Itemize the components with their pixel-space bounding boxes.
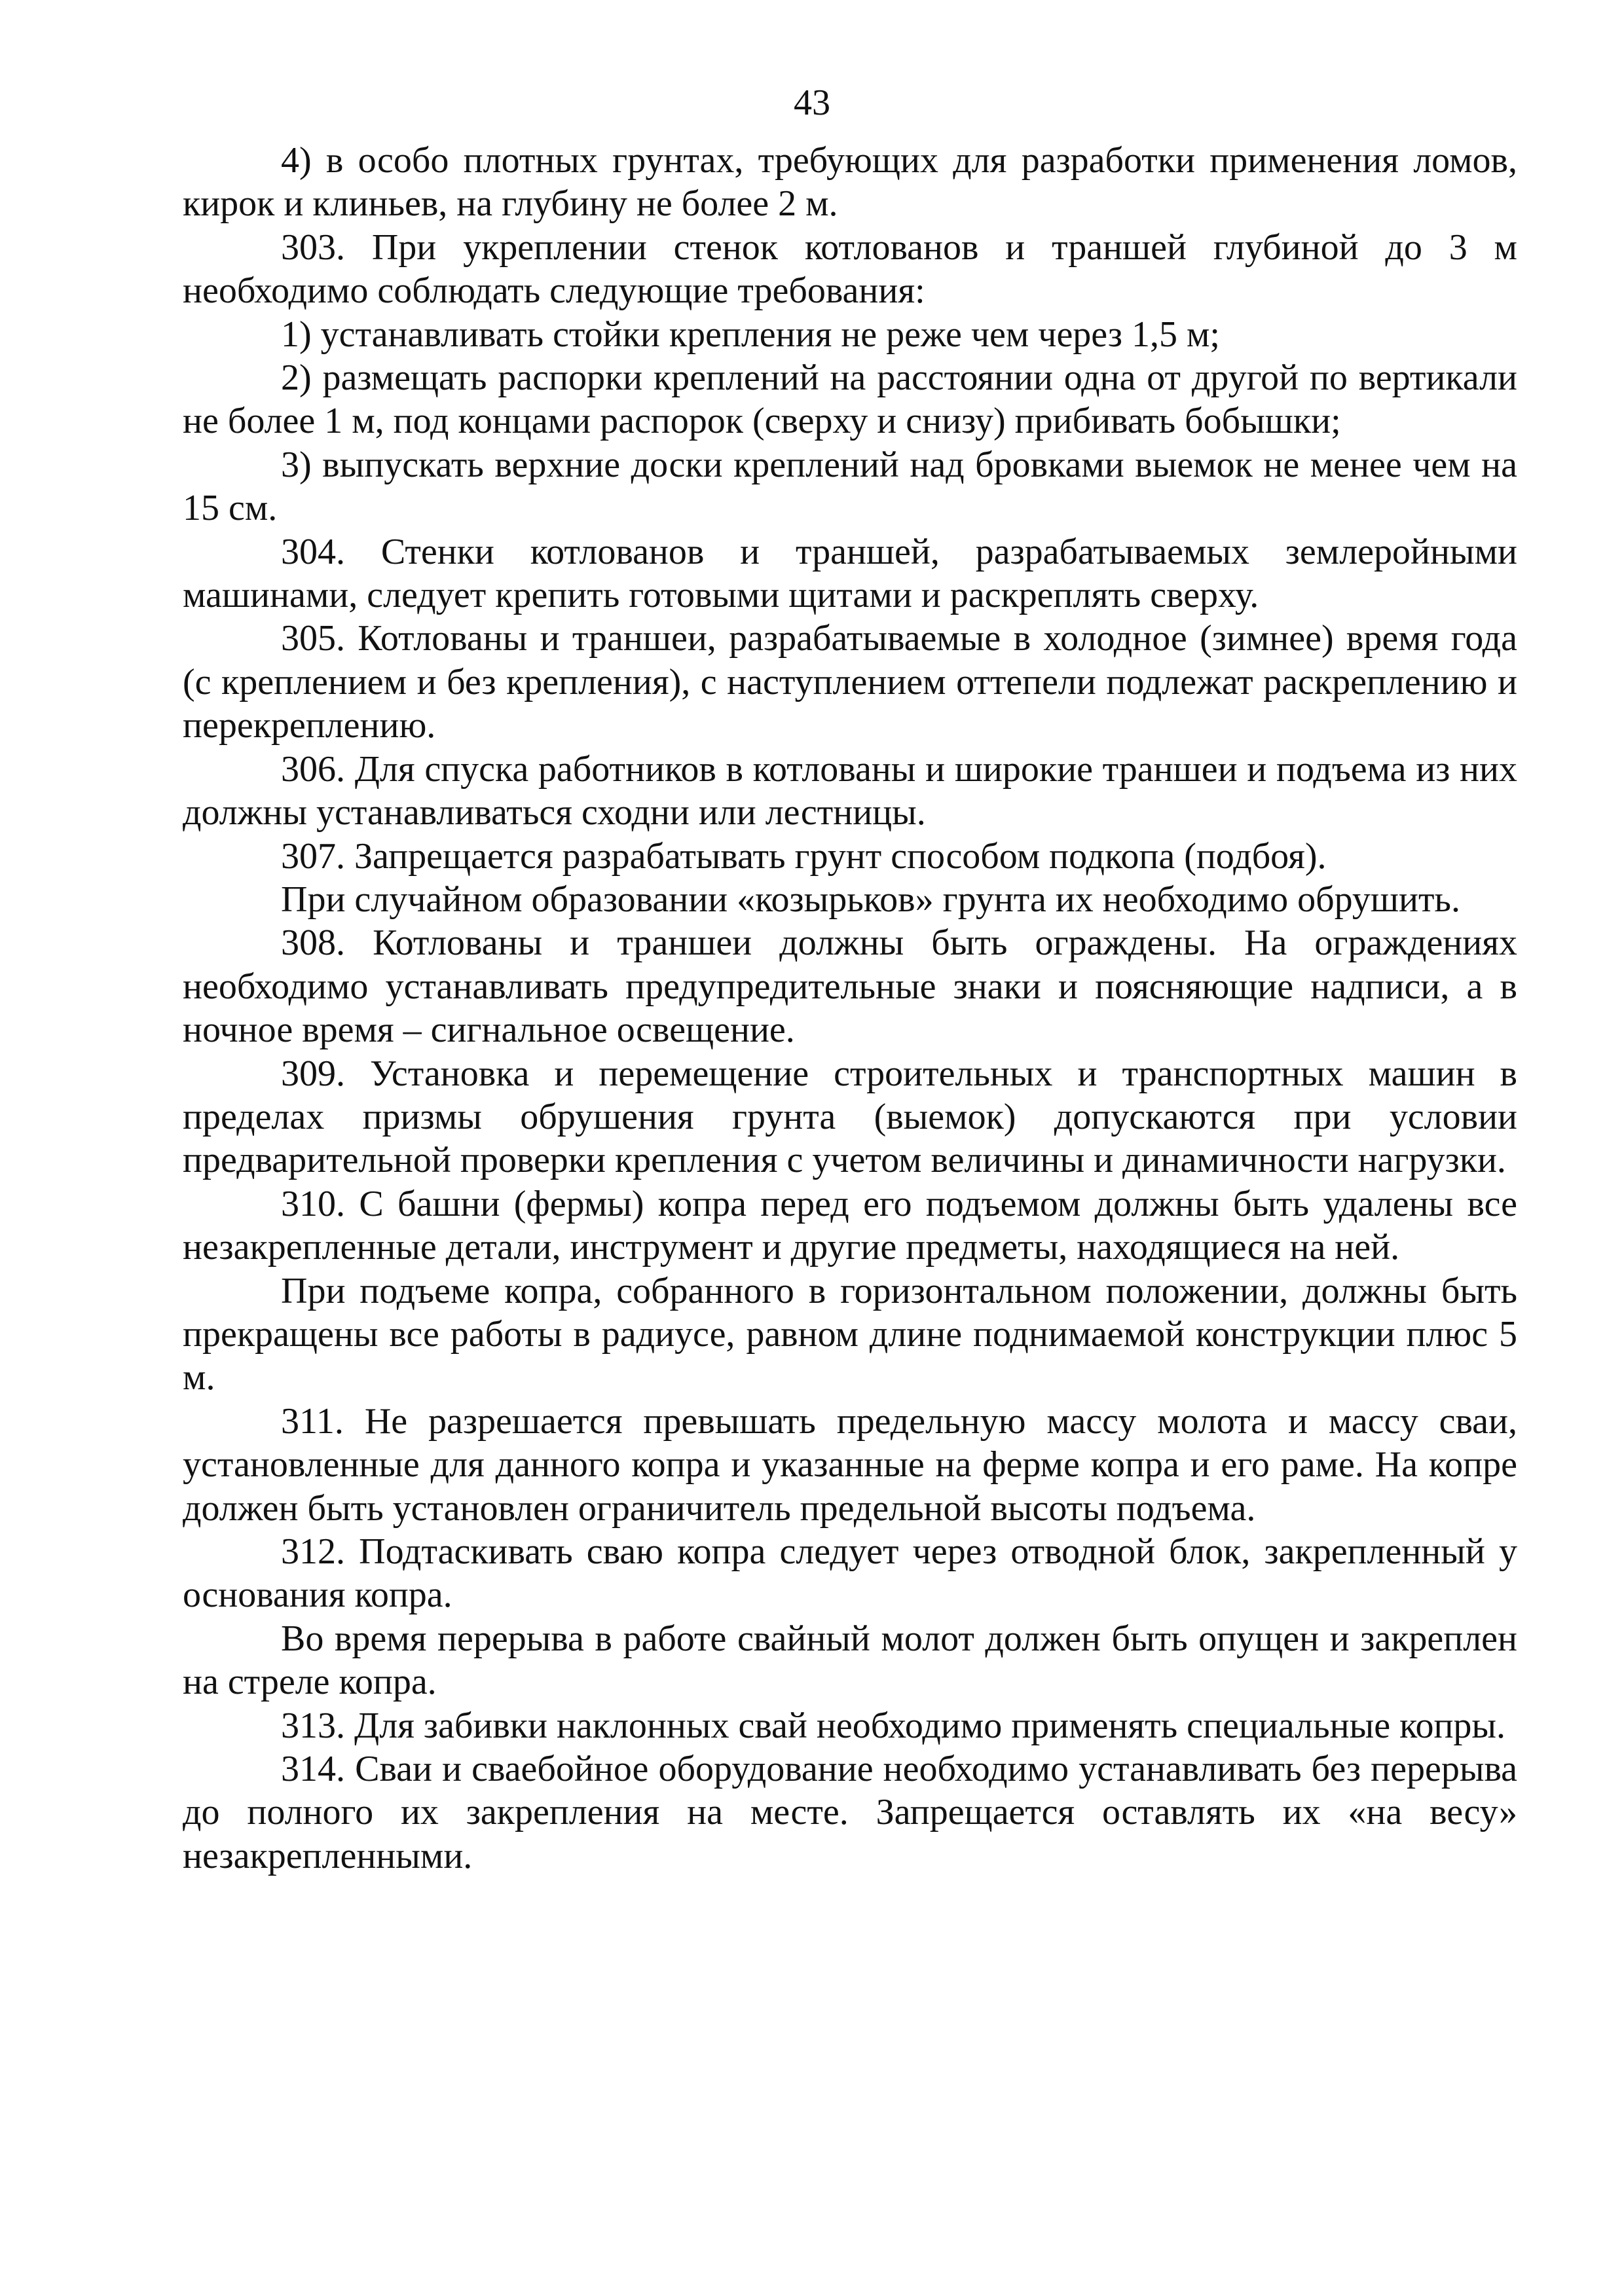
paragraph-303-item-3: 3) выпускать верхние доски креплений над бровками выемок не менее чем на 15 см. — [183, 444, 1517, 529]
paragraph-310: 310. С башни (фермы) копра перед его подъемом должны быть удалены все незакрепленные детали, инструмент и другие предметы, находящиеся на ней. — [183, 1183, 1517, 1268]
paragraph-312-continued: Во время перерыва в работе свайный молот должен быть опущен и закреплен на стреле копра. — [183, 1618, 1517, 1703]
paragraph-306: 306. Для спуска работников в котлованы и широкие траншеи и подъема из них должны устанавливаться сходни или лестницы. — [183, 748, 1517, 833]
paragraph-303: 303. При укреплении стенок котлованов и траншей глубиной до 3 м необходимо соблюдать следующие требования: — [183, 227, 1517, 312]
paragraph-307-continued: При случайном образовании «козырьков» грунта их необходимо обрушить. — [281, 879, 1460, 920]
paragraph-314: 314. Сваи и сваебойное оборудование необходимо устанавливать без перерыва до полного их закрепления на месте. Запрещается оставлять их «на весу» незакрепленными. — [183, 1749, 1517, 1876]
paragraph-310-continued: При подъеме копра, собранного в горизонтальном положении, должны быть прекращены все работы в радиусе, равном длине поднимаемой конструкции плюс 5 м. — [183, 1270, 1517, 1398]
paragraph-311: 311. Не разрешается превышать предельную массу молота и массу сваи, установленные для данного копра и указанные на ферме копра и его раме. На копре должен быть установлен ограничитель предельной высоты подъема. — [183, 1400, 1517, 1529]
paragraph-304: 304. Стенки котлованов и траншей, разрабатываемых землеройными машинами, следует крепить готовыми щитами и раскреплять сверху. — [183, 531, 1517, 616]
paragraph-303-item-1: 1) устанавливать стойки крепления не реже чем через 1,5 м; — [281, 314, 1220, 355]
paragraph-309: 309. Установка и перемещение строительных и транспортных машин в пределах призмы обрушения грунта (выемок) допускаются при условии предварительной проверки крепления с учетом величины и динамичности нагрузки. — [183, 1053, 1517, 1181]
paragraph-307: 307. Запрещается разрабатывать грунт способом подкопа (подбоя). — [281, 835, 1327, 877]
paragraph-313: 313. Для забивки наклонных свай необходимо применять специальные копры. — [281, 1705, 1506, 1746]
page-number: 43 — [794, 82, 830, 123]
paragraph-item-4: 4) в особо плотных грунтах, требующих для разработки применения ломов, кирок и клиньев, на глубину не более 2 м. — [183, 140, 1517, 225]
paragraph-303-item-2: 2) размещать распорки креплений на расстоянии одна от другой по вертикали не более 1 м, под концами распорок (сверху и снизу) прибивать бобышки; — [183, 357, 1517, 442]
paragraph-312: 312. Подтаскивать сваю копра следует через отводной блок, закрепленный у основания копра. — [183, 1531, 1517, 1616]
paragraph-308: 308. Котлованы и траншеи должны быть ограждены. На ограждениях необходимо устанавливать предупредительные знаки и поясняющие надписи, а в ночное время – сигнальное освещение. — [183, 922, 1517, 1051]
paragraph-305: 305. Котлованы и траншеи, разрабатываемые в холодное (зимнее) время года (с креплением и без крепления), с наступлением оттепели подлежат раскреплению и перекреплению. — [183, 618, 1517, 746]
body-text — [183, 139, 1517, 1878]
